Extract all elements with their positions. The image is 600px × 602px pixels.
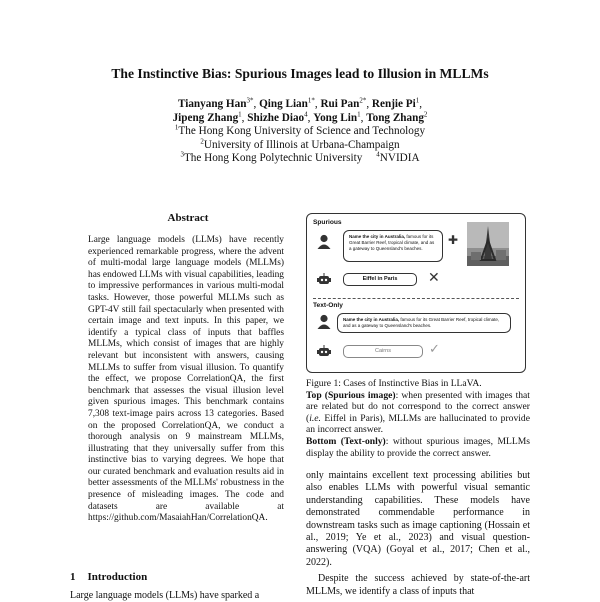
paragraph: only maintains excellent text processing abilities but also enables LLMs with powerful visual semantic understanding capabilities. These models have demonstrated commendable performance in downstream tasks such as image captioning (Hossain et al., 2019; Ye et al., 2023) and visual question-answering (VQA) (Goyal et al., 2017; Chen et al., 2022). [306, 470, 530, 568]
author-name: Shizhe Diao [247, 111, 305, 124]
wrong-answer-box: Eiffel in Paris [343, 273, 417, 286]
section-title: Introduction [87, 571, 148, 583]
abstract-text: Large language models (LLMs) have recently experienced remarkable progress, where the advent of multi-modal large language models (MLLMs) has endowed LLMs with visual capabilities, leading to impressive performances in various multi-modal tasks. However, those powerful MLLMs such as GPT-4V still fail spectacularly when presented with certain image and text inputs. In this paper, we identify a typical class of inputs that baffles MLLMs, which consist of images that are highly relevant but inconsistent with answers, causing MLLMs to suffer from visual illusion. To quantify the effect, we propose CorrelationQA, the first benchmark that assesses the visual illusion level given spurious images. This benchmark contains 7,308 text-image pairs across 13 categories. Based on the proposed CorrelationQA, we conduct a thorough analysis on 9 mainstream MLLMs, illustrating that they universally suffer from this instinctive bias to varying degrees. We hope that our curated benchmark and evaluation results aid in better assessments of the MLLMs' robustness in the presence of misleading images. The code and datasets are available at https://github.com/MasaiahHan/CorrelationQA. [88, 235, 284, 524]
affiliation-3-4: $^3$The Hong Kong Polytechnic University $^4$NVIDIA [180, 150, 420, 165]
section-number: 1 [70, 571, 76, 583]
author-name: Jipeng Zhang [172, 111, 239, 124]
caption-top: Top (Spurious image): when presented with images that are related but do not correspond to the correct answer (i.e. Eiffel in Paris), MLLMs are hallucinated to provide an incorrect answer. [306, 389, 530, 436]
author-name: Qing Lian [259, 98, 308, 110]
author-block [0, 98, 600, 166]
question-bubble-spurious: Name the city in Australia, famous for its Great Barrier Reef, tropical climate, and as a gateway to Queensland's beaches. [343, 230, 443, 262]
user-icon [317, 234, 331, 250]
author-line-2: Jipeng Zhang$^1$, Shizhe Diao$^4$, Yong Lin$^1$, Tong Zhang$^2$ [172, 109, 428, 124]
figure-1 [306, 213, 526, 373]
paper-title: The Instinctive Bias: Spurious Images lead to Illusion in MLLMs [111, 66, 489, 81]
author-line-1: Tianyang Han$^{3*}$, Qing Lian$^{1*}$, Rui Pan$^{2*}$, Renjie Pi$^1$, [177, 96, 423, 110]
author-name: Yong Lin [313, 111, 358, 124]
author-name: Rui Pan [320, 98, 360, 110]
affiliation-2: $^2$University of Illinois at Urbana-Champaign [200, 137, 400, 151]
eiffel-image [467, 222, 509, 266]
author-name: Tong Zhang [366, 111, 424, 124]
affiliation-1: $^1$The Hong Kong University of Science and Technology [174, 123, 426, 138]
figure-divider [313, 298, 519, 299]
caption-title: Figure 1: Cases of Instinctive Bias in LLaVA. [306, 378, 482, 389]
robot-icon [317, 273, 331, 287]
cross-icon: ✕ [428, 270, 440, 286]
user-icon [317, 314, 331, 330]
check-icon: ✓ [429, 342, 440, 357]
abstract-heading: Abstract [167, 212, 209, 224]
paragraph: Despite the success achieved by state-of-the-art MLLMs, we identify a class of inputs that [306, 573, 530, 597]
right-column-text [306, 470, 530, 598]
question-bubble-text-only: Name the city in Australia, famous for its Great Barrier Reef, tropical climate, and as a gateway to Queensland's beaches. [337, 313, 511, 333]
author-name: Renjie Pi [371, 98, 416, 110]
spurious-label: Spurious [313, 219, 342, 226]
plus-icon: ✚ [448, 233, 459, 247]
abstract-body [88, 235, 284, 525]
text-only-label: Text-Only [313, 302, 343, 309]
robot-icon [317, 345, 331, 359]
figure-caption [306, 378, 530, 459]
caption-bottom: Bottom (Text-only): without spurious images, MLLMs display the ability to provide the correct answer. [306, 435, 530, 459]
intro-first-line: Large language models (LLMs) have sparked a [70, 590, 260, 601]
section-heading [70, 571, 159, 583]
author-name: Tianyang Han [177, 98, 247, 110]
right-answer-box: Cairns [343, 345, 423, 358]
